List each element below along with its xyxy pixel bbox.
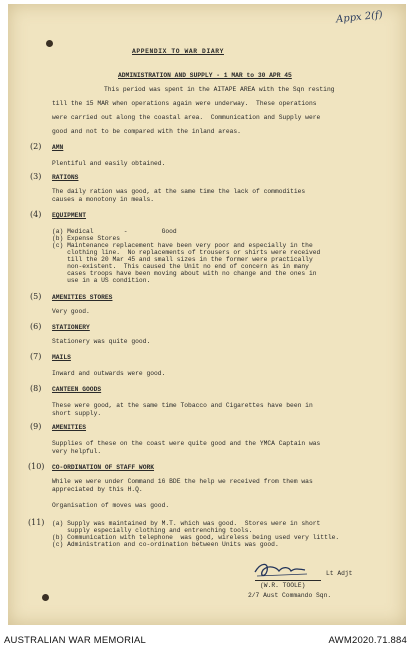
appendix-reference: Appx 2(f) [335, 9, 384, 26]
section-body: (a) Supply was maintained by M.T. which was good. Stores were in short [52, 520, 321, 527]
section-number: (6) [30, 322, 42, 331]
intro-line: good and not to be compared with the inland areas. [52, 128, 241, 135]
section-body: While we were under Command 16 BDE the help we received from them was [52, 478, 313, 485]
section-heading-canteen-goods: CANTEEN GOODS [52, 386, 102, 393]
document-page [8, 4, 406, 625]
punch-hole-top [46, 40, 53, 47]
section-body: use in a US condition. [52, 277, 151, 284]
footer-catalogue-id: AWM2020.71.884 [328, 635, 407, 646]
footer-bar [0, 627, 411, 653]
section-body: Stationery was quite good. [52, 338, 151, 345]
section-body: (c) Maintenance replacement have been very poor and especially in the [52, 242, 313, 249]
section-body: These were good, at the same time Tobacco and Cigarettes have been in [52, 402, 313, 409]
section-body: Supplies of these on the coast were quite good and the YMCA Captain was [52, 440, 321, 447]
section-number: (4) [30, 210, 42, 219]
section-body: (b) Communication with telephone was good, wireless being used very little. [52, 534, 340, 541]
section-body: (a) Medical - Good [52, 228, 177, 235]
document-subtitle: ADMINISTRATION AND SUPPLY - 1 MAR to 30 APR 45 [118, 72, 292, 79]
section-body: Plentiful and easily obtained. [52, 160, 166, 167]
signature-unit: 2/7 Aust Commando Sqn. [248, 592, 332, 599]
section-number: (7) [30, 352, 42, 361]
section-body: till the 20 Mar 45 and small sizes in the former were practically [52, 256, 313, 263]
punch-hole-bottom [42, 594, 49, 601]
section-heading-rations: RATIONS [52, 174, 79, 181]
document-title: APPENDIX TO WAR DIARY [132, 48, 224, 55]
section-body: Inward and outwards were good. [52, 370, 166, 377]
section-body: short supply. [52, 410, 102, 417]
intro-line: This period was spent in the AITAPE AREA with the Sqn resting [104, 86, 335, 93]
section-body: (b) Expense Stores [52, 235, 121, 242]
handwritten-signature [251, 558, 311, 580]
section-body: The daily ration was good, at the same time the lack of commodities [52, 188, 306, 195]
section-number: (2) [30, 142, 42, 151]
section-number: (9) [30, 422, 42, 431]
section-body: non-existent. This caused the Unit no end of concern as in many [52, 263, 309, 270]
section-body: Very good. [52, 308, 90, 315]
section-number: (3) [30, 172, 42, 181]
section-body: appreciated by this H.Q. [52, 486, 143, 493]
section-number: (8) [30, 384, 42, 393]
section-body: clothing line. No replacements of trousers or shirts were received [52, 249, 321, 256]
section-heading-ammunition: AMN [52, 144, 64, 151]
section-heading-stationery: STATIONERY [52, 324, 90, 331]
section-body: causes a monotony in meals. [52, 196, 155, 203]
section-number: (10) [28, 462, 45, 471]
section-body: Organisation of moves was good. [52, 502, 170, 509]
intro-line: till the 15 MAR when operations again were underway. These operations [52, 100, 317, 107]
section-heading-equipment: EQUIPMENT [52, 212, 87, 219]
signature-name: (W.R. TOOLE) [260, 582, 306, 589]
intro-line: were carried out along the coastal area. Communication and Supply were [52, 114, 321, 121]
section-body: very helpful. [52, 448, 102, 455]
section-heading-co-ordination: CO-ORDINATION OF STAFF WORK [52, 464, 155, 471]
section-body: (c) Administration and co-ordination between Units was good. [52, 541, 279, 548]
signature-line [255, 580, 321, 581]
section-body: supply especially clothing and entrenching tools. [52, 527, 253, 534]
section-heading-mails: MAILS [52, 354, 71, 361]
section-number: (5) [30, 292, 42, 301]
footer-archive-name: AUSTRALIAN WAR MEMORIAL [4, 635, 147, 646]
section-heading-amenities-stores: AMENITIES STORES [52, 294, 113, 301]
section-number: (11) [28, 518, 45, 527]
section-body: cases troops have been moving about with no change and the ones in [52, 270, 317, 277]
section-heading-amenities: AMENITIES [52, 424, 87, 431]
signature-rank: Lt Adjt [326, 570, 353, 577]
